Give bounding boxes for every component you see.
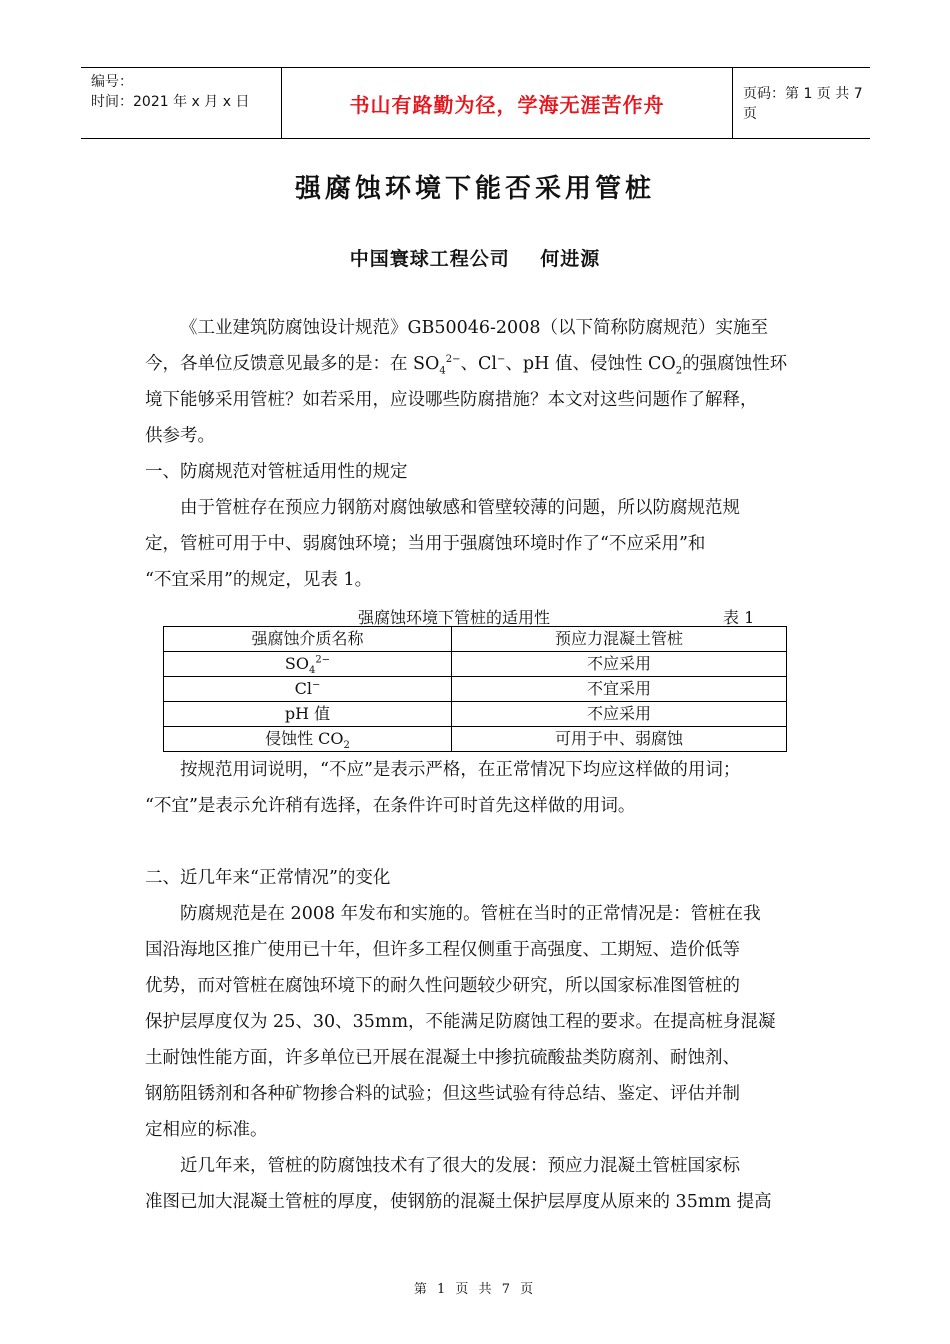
- table-header-row: [164, 627, 787, 652]
- note-line-1: 按规范用词说明，“不应”是表示严格，在正常情况下均应这样做的用词；: [180, 760, 741, 780]
- table-header-pile: 预应力混凝土管桩: [452, 627, 787, 652]
- table-caption: 强腐蚀环境下管桩的适用性: [358, 608, 551, 627]
- document-header: [81, 67, 870, 139]
- table-cell-value: 可用于中、弱腐蚀: [452, 727, 787, 752]
- section-2-p1-line: 防腐规范是在 2008 年发布和实施的。管桩在当时的正常情况是：管桩在我: [180, 904, 761, 924]
- intro-line-1: 《工业建筑防腐蚀设计规范》GB50046-2008（以下简称防腐规范）实施至: [180, 318, 768, 338]
- section-2-p1-line: 定相应的标准。: [145, 1120, 268, 1140]
- section-2-p1-line: 土耐蚀性能方面，许多单位已开展在混凝土中掺抗硫酸盐类防腐剂、耐蚀剂、: [145, 1048, 740, 1068]
- note-line-2: “不宜”是表示允许稍有选择，在条件许可时首先这样做的用词。: [145, 796, 636, 816]
- section-1-line-2: 定，管桩可用于中、弱腐蚀环境；当用于强腐蚀环境时作了“不应采用”和: [145, 534, 706, 554]
- header-motto: 书山有路勤为径，学海无涯苦作舟: [349, 92, 665, 117]
- intro-line-3: 境下能够采用管桩？如若采用，应设哪些防腐措施？本文对这些问题作了解释，: [145, 390, 758, 410]
- table-cell-medium: pH 值: [164, 702, 452, 727]
- header-page-cell: [733, 68, 870, 138]
- page-title: 强腐蚀环境下能否采用管桩: [294, 174, 655, 204]
- section-1-line-1: 由于管桩存在预应力钢筋对腐蚀敏感和管壁较薄的问题，所以防腐规范规: [180, 498, 740, 518]
- header-meta: [81, 68, 281, 138]
- table-row: [164, 652, 787, 677]
- header-motto-cell: [281, 68, 733, 138]
- section-1-heading: 一、防腐规范对管桩适用性的规定: [145, 462, 408, 482]
- suitability-table: [163, 626, 787, 752]
- table-cell-medium: 侵蚀性 $CO_2$: [164, 727, 452, 752]
- section-2-heading: 二、近几年来“正常情况”的变化: [145, 868, 391, 888]
- table-number: 表 1: [723, 608, 755, 627]
- section-2-p1-line: 优势，而对管桩在腐蚀环境下的耐久性问题较少研究，所以国家标准图管桩的: [145, 976, 740, 996]
- intro-line-2: 今，各单位反馈意见最多的是：在 $SO_4^{2-}$、Cl−、pH 值、侵蚀性 $CO_2$的强腐蚀性环: [145, 354, 788, 377]
- header-time-label: 时间：2021 年 x 月 x 日: [91, 94, 250, 110]
- table-row: [164, 677, 787, 702]
- section-2-p1-line: 保护层厚度仅为 25、30、35mm，不能满足防腐蚀工程的要求。在提高桩身混凝: [145, 1012, 776, 1032]
- section-2-p2-line: 准图已加大混凝土管桩的厚度，使钢筋的混凝土保护层厚度从原来的 35mm 提高: [145, 1192, 772, 1212]
- section-2-p1-line: 钢筋阻锈剂和各种矿物掺合料的试验；但这些试验有待总结、鉴定、评估并制: [145, 1084, 740, 1104]
- header-page-code: 页码：第 1 页 共 7 页: [743, 86, 863, 122]
- table-cell-medium: Cl−: [164, 677, 452, 702]
- author-line: 中国寰球工程公司 何进源: [349, 248, 601, 270]
- table-header-medium: 强腐蚀介质名称: [164, 627, 452, 652]
- section-2-p2-line: 近几年来，管桩的防腐蚀技术有了很大的发展：预应力混凝土管桩国家标: [180, 1156, 740, 1176]
- section-1-line-3: “不宜采用”的规定，见表 1。: [145, 570, 373, 590]
- header-number-label: 编号：: [91, 74, 133, 90]
- table-cell-value: 不宜采用: [452, 677, 787, 702]
- table-row: [164, 702, 787, 727]
- table-cell-value: 不应采用: [452, 652, 787, 677]
- intro-line-4: 供参考。: [145, 426, 215, 446]
- table-cell-medium: $SO_4^{2-}$: [164, 652, 452, 677]
- page-footer: 第 1 页 共 7 页: [413, 1282, 537, 1297]
- section-2-p1-line: 国沿海地区推广使用已十年，但许多工程仅侧重于高强度、工期短、造价低等: [145, 940, 740, 960]
- table-row: [164, 727, 787, 752]
- table-cell-value: 不应采用: [452, 702, 787, 727]
